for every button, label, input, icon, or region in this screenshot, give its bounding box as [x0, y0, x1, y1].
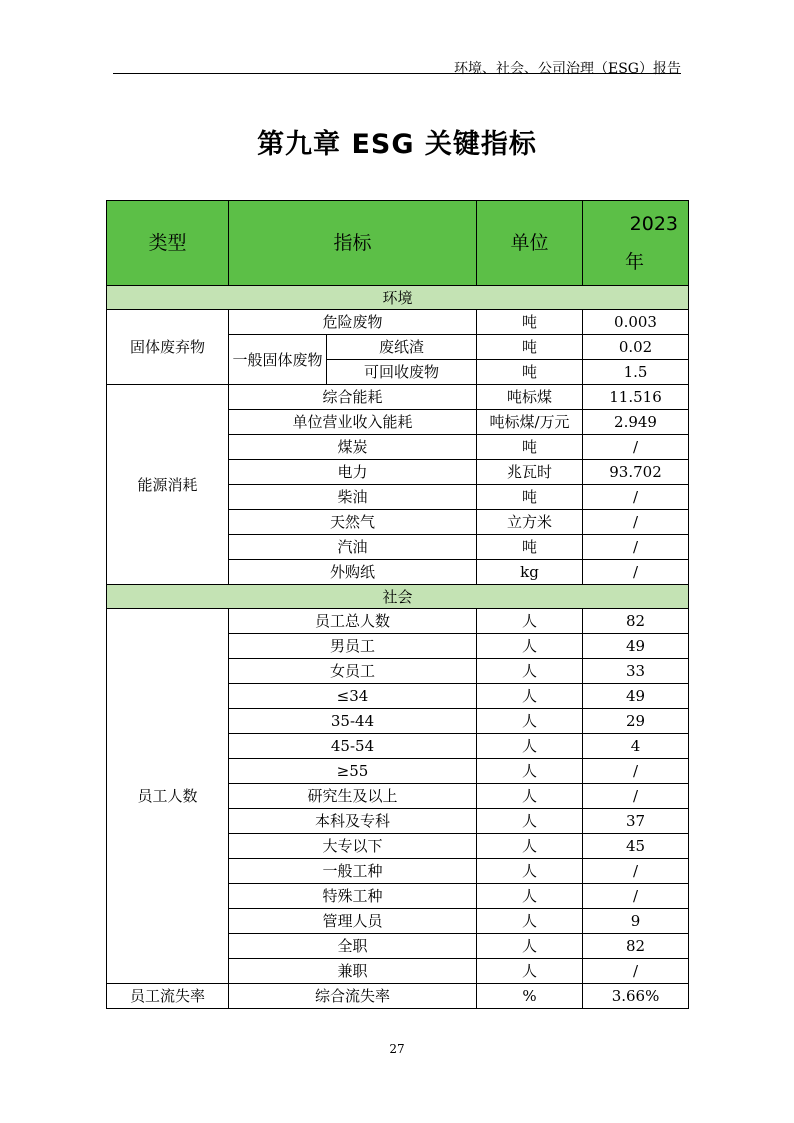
value-cell: 93.702	[583, 460, 689, 485]
unit-cell: 吨标煤	[477, 385, 583, 410]
value-cell: /	[583, 884, 689, 909]
unit-cell: 人	[477, 759, 583, 784]
unit-cell: 吨标煤/万元	[477, 410, 583, 435]
subcategory-general-waste: 一般固体废物	[229, 335, 327, 385]
indicator-cell: 兼职	[229, 959, 477, 984]
unit-cell: 吨	[477, 310, 583, 335]
unit-cell: 人	[477, 784, 583, 809]
indicator-cell: 员工总人数	[229, 609, 477, 634]
value-cell: 1.5	[583, 360, 689, 385]
indicator-cell: 45-54	[229, 734, 477, 759]
indicator-cell: 汽油	[229, 535, 477, 560]
indicator-cell: 女员工	[229, 659, 477, 684]
indicator-cell: 一般工种	[229, 859, 477, 884]
value-cell: /	[583, 959, 689, 984]
unit-cell: 人	[477, 734, 583, 759]
indicator-cell: 研究生及以上	[229, 784, 477, 809]
indicator-cell: 35-44	[229, 709, 477, 734]
indicator-cell: 可回收废物	[327, 360, 477, 385]
indicator-cell: 外购纸	[229, 560, 477, 585]
value-cell: 3.66%	[583, 984, 689, 1009]
value-cell: 37	[583, 809, 689, 834]
section-row-social	[107, 585, 689, 609]
unit-cell: 人	[477, 634, 583, 659]
page-title: 第九章 ESG 关键指标	[257, 129, 537, 160]
indicator-cell: 综合能耗	[229, 385, 477, 410]
unit-cell: 吨	[477, 535, 583, 560]
esg-indicator-table	[106, 200, 689, 1009]
value-cell: /	[583, 535, 689, 560]
table-header-row	[107, 201, 689, 286]
value-cell: 49	[583, 684, 689, 709]
report-header: 环境、社会、公司治理（ESG）报告	[454, 61, 681, 77]
indicator-cell: 全职	[229, 934, 477, 959]
indicator-cell: 天然气	[229, 510, 477, 535]
value-cell: 0.02	[583, 335, 689, 360]
value-cell: 45	[583, 834, 689, 859]
unit-cell: 人	[477, 609, 583, 634]
table-row	[107, 385, 689, 410]
category-solid-waste: 固体废弃物	[107, 310, 229, 385]
unit-cell: 人	[477, 859, 583, 884]
unit-cell: 人	[477, 809, 583, 834]
table-row	[107, 984, 689, 1009]
unit-cell: kg	[477, 560, 583, 585]
value-cell: /	[583, 859, 689, 884]
unit-cell: 人	[477, 709, 583, 734]
value-cell: 82	[583, 609, 689, 634]
unit-cell: 人	[477, 934, 583, 959]
section-label: 社会	[107, 585, 689, 609]
unit-cell: 吨	[477, 360, 583, 385]
header-divider	[113, 73, 681, 74]
header-unit: 单位	[477, 201, 583, 286]
indicator-cell: 危险废物	[229, 310, 477, 335]
unit-cell: 人	[477, 959, 583, 984]
unit-cell: 兆瓦时	[477, 460, 583, 485]
unit-cell: 人	[477, 659, 583, 684]
unit-cell: 人	[477, 834, 583, 859]
page-number: 27	[389, 1042, 405, 1056]
indicator-cell: 煤炭	[229, 435, 477, 460]
section-label: 环境	[107, 286, 689, 310]
unit-cell: 立方米	[477, 510, 583, 535]
indicator-cell: 综合流失率	[229, 984, 477, 1009]
value-cell: 4	[583, 734, 689, 759]
value-cell: 29	[583, 709, 689, 734]
value-cell: /	[583, 510, 689, 535]
category-energy: 能源消耗	[107, 385, 229, 585]
indicator-cell: 电力	[229, 460, 477, 485]
indicator-cell: 废纸渣	[327, 335, 477, 360]
indicator-cell: 管理人员	[229, 909, 477, 934]
value-cell: 2.949	[583, 410, 689, 435]
value-cell: /	[583, 759, 689, 784]
indicator-cell: 本科及专科	[229, 809, 477, 834]
value-cell: 0.003	[583, 310, 689, 335]
section-row-environment	[107, 286, 689, 310]
unit-cell: 吨	[477, 435, 583, 460]
table-row	[107, 310, 689, 335]
indicator-cell: ≥55	[229, 759, 477, 784]
unit-cell: 吨	[477, 485, 583, 510]
value-cell: /	[583, 784, 689, 809]
value-cell: 11.516	[583, 385, 689, 410]
unit-cell: 吨	[477, 335, 583, 360]
indicator-cell: ≤34	[229, 684, 477, 709]
unit-cell: 人	[477, 909, 583, 934]
header-year-number: 2023	[629, 213, 679, 235]
indicator-cell: 男员工	[229, 634, 477, 659]
indicator-cell: 大专以下	[229, 834, 477, 859]
unit-cell: 人	[477, 884, 583, 909]
header-year-unit: 年	[625, 251, 645, 273]
category-employees: 员工人数	[107, 609, 229, 984]
value-cell: 49	[583, 634, 689, 659]
table-row	[107, 609, 689, 634]
value-cell: 33	[583, 659, 689, 684]
indicator-cell: 柴油	[229, 485, 477, 510]
value-cell: /	[583, 435, 689, 460]
value-cell: 82	[583, 934, 689, 959]
header-year	[583, 201, 689, 286]
unit-cell: 人	[477, 684, 583, 709]
value-cell: 9	[583, 909, 689, 934]
category-turnover: 员工流失率	[107, 984, 229, 1009]
header-type: 类型	[107, 201, 229, 286]
value-cell: /	[583, 560, 689, 585]
header-indicator: 指标	[229, 201, 477, 286]
indicator-cell: 单位营业收入能耗	[229, 410, 477, 435]
unit-cell: %	[477, 984, 583, 1009]
indicator-cell: 特殊工种	[229, 884, 477, 909]
value-cell: /	[583, 485, 689, 510]
